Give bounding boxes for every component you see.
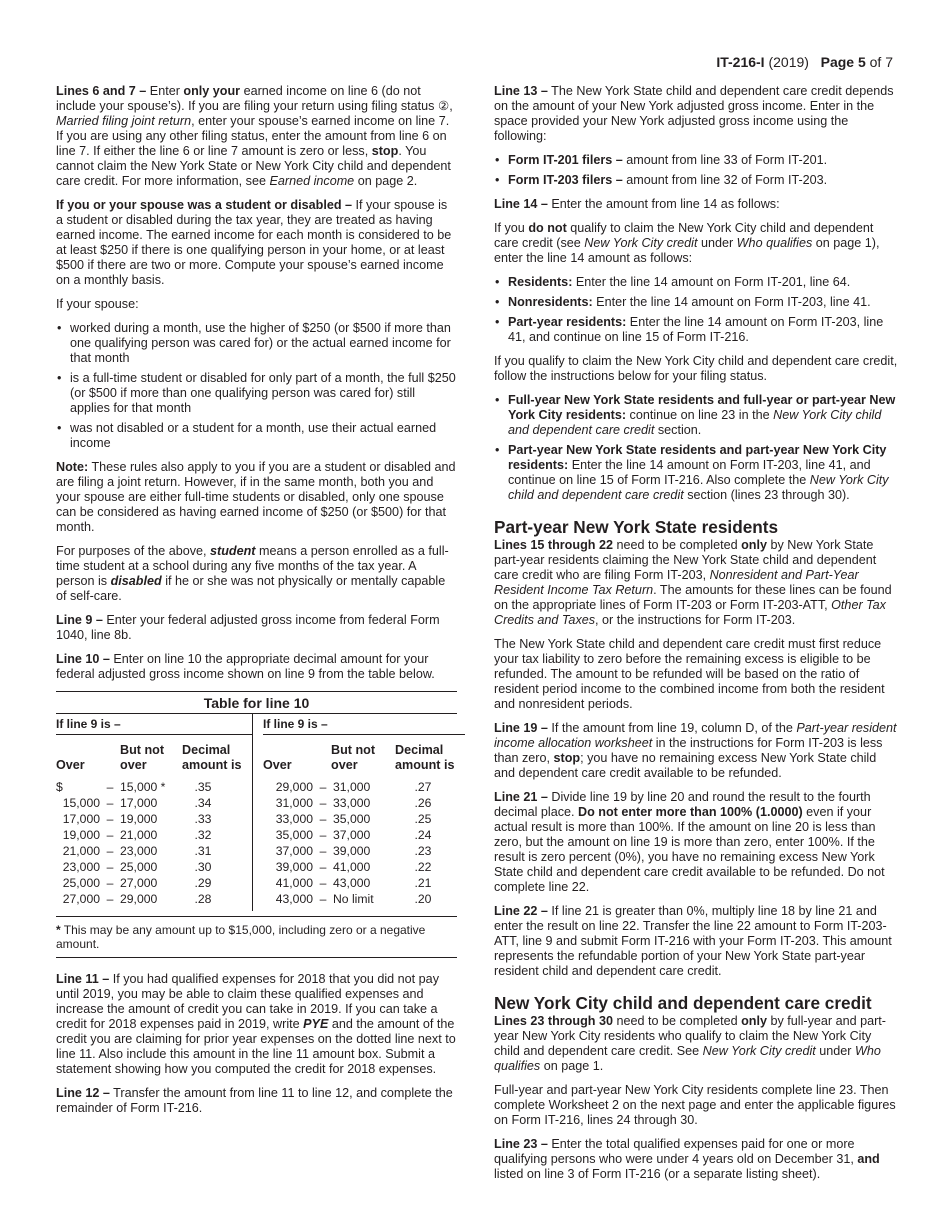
lead: Nonresidents: [508, 295, 593, 309]
page-number: Page 5 [820, 54, 866, 70]
lead: Line 19 – [494, 721, 548, 735]
text: If line 21 is greater than 0%, multiply line 18 by line 21 and enter the result on line 22. Transfer the line 22 amount to Form IT-203-ATT, line 9 and submit Form IT-216 with your Form IT-203. This amount represents the refundable portion of your New York State part-year resident child and dependent care credit. [494, 904, 892, 978]
cell-dash: – [106, 780, 114, 794]
emphasis: stop [553, 751, 581, 765]
cell-but-not-over: 31,000 [333, 780, 371, 794]
text: even if your actual result is more than 100%. If the amount on line 20 is less than zero, but the amount on line 19 is more than zero, enter 100%. If the result is zero percent (0%), you have no remaining excess New York State child and dependent care credit available to be refunded. Do not complete line 22. [494, 805, 885, 894]
list-item [494, 153, 898, 168]
text: under [815, 1044, 856, 1058]
cell-dash: – [106, 828, 114, 842]
table-row [56, 811, 252, 827]
paragraph-line-21 [494, 790, 898, 895]
table-subhead: If line 9 is – [263, 714, 465, 735]
cell-dash: – [106, 860, 114, 874]
text: on page 1), enter the line 14 amount as follows: [494, 236, 880, 265]
italic-term: Nonresident and Part-Year Resident Income Tax Return [494, 568, 859, 597]
cell-dash: – [106, 812, 114, 826]
text: Enter the line 14 amount on Form IT-203, line 41, and continue on line 15 of Form IT-216. Also complete the [508, 458, 871, 487]
column-header-over: Over [263, 758, 292, 772]
cell-over: 37,000 [275, 844, 313, 858]
cell-dash: – [319, 796, 327, 810]
table-column-headers [56, 735, 252, 779]
lead: Part-year New York State residents and part-year New York City residents: [508, 443, 887, 472]
cell-over: 35,000 [275, 828, 313, 842]
cell-dash: – [319, 828, 327, 842]
cell-decimal: .25 [414, 812, 432, 826]
text: These rules also apply to you if you are a student or disabled and are filing a joint return. However, if in the same month, both you and your spouse are either full-time students or disabled, only one spouse can be considered as having earned income of $250 (or $500) for that month. [56, 460, 456, 534]
cell-but-not-over: 37,000 [333, 828, 371, 842]
text: section (lines 23 through 30). [683, 488, 850, 502]
paragraph-line-10 [56, 652, 457, 682]
cell-over: 23,000 [62, 860, 100, 874]
text: on page 2. [354, 174, 418, 188]
left-column [56, 84, 457, 1125]
italic-term: New York City credit [584, 236, 698, 250]
paragraph-full-year-nyc: Full-year and part-year New York City residents complete line 23. Then complete Worksheet 2 on the next page and enter the applicable figures on Form IT-216, lines 24 through 30. [494, 1083, 896, 1127]
list-item: • worked during a month, use the higher of $250 (or $500 if more than one qualifying person was cared for) or the actual earned income for that month [56, 321, 457, 366]
text: ; you have no remaining excess New York State child and dependent care credit available to be refunded. [494, 751, 877, 780]
text: The New York State child and dependent care credit depends on the amount of your New York adjusted gross income. Enter in the space provided your New York adjusted gross income using the following: [494, 84, 894, 143]
lead: If you or your spouse was a student or disabled – [56, 198, 353, 212]
paragraph-line-9 [56, 613, 457, 643]
text: under [697, 236, 737, 250]
text: and the amount of the credit you are claiming for prior year expenses on the dotted line next to line 11. Also include this amount in the line 11 amount box. Submit a statement showing how you computed the credit for 2018 expenses. [56, 1017, 456, 1076]
paragraph-purposes [56, 544, 457, 604]
list-item [494, 173, 898, 188]
cell-but-not-over: 17,000 [120, 796, 158, 810]
text: earned income on line 6 (do not include your spouse’s). If you are filing your return using filing status ②, [56, 84, 453, 113]
paragraph-student-disabled [56, 198, 457, 288]
table-row [56, 875, 252, 891]
emphasis: Do not enter more than 100% (1.0000) [578, 805, 803, 819]
cell-over: 43,000 [275, 892, 313, 906]
emphasis: stop [371, 144, 399, 158]
column-header-decimal: Decimal amount is [182, 743, 242, 772]
cell-but-not-over: 29,000 [120, 892, 158, 906]
cell-dash: – [319, 780, 327, 794]
cell-decimal: .24 [414, 828, 432, 842]
cell-but-not-over: 41,000 [333, 860, 371, 874]
lead: Full-year New York State residents and full-year or part-year New York City residents: [508, 393, 896, 422]
text: by New York State part-year residents claiming the New York State child and dependent care credit who are filing Form IT-203, [494, 538, 877, 582]
text: need to be completed [612, 538, 742, 552]
table-row [263, 859, 465, 875]
cell-dash: – [319, 844, 327, 858]
emphasis: only [741, 538, 767, 552]
text: qualify to claim the New York City child and dependent care credit (see [494, 221, 874, 250]
cell-but-not-over: 33,000 [333, 796, 371, 810]
lead: Form IT-203 filers – [508, 173, 623, 187]
cell-dash: – [319, 860, 327, 874]
text: . The amounts for these lines can be found on the appropriate lines of Form IT-203 or Form IT-203-ATT, [494, 583, 892, 612]
list-item [494, 275, 898, 290]
paragraph-lines-6-7 [56, 84, 457, 189]
table-row [56, 779, 252, 795]
cell-decimal: .33 [194, 812, 212, 826]
text: Transfer the amount from line 11 to line 12, and complete the remainder of Form IT-216. [56, 1086, 453, 1115]
italic-term: Who qualifies [494, 1044, 881, 1073]
cell-over: 31,000 [275, 796, 313, 810]
lead: Form IT-201 filers – [508, 153, 623, 167]
text: If you had qualified expenses for 2018 that you did not pay until 2019, you may be able to claim these qualified expenses and increase the amount of credit you can take in 2019. If you can take a credit for 2018 expenses paid in 2019, write [56, 972, 439, 1031]
cell-but-not-over: No limit [333, 892, 374, 906]
cell-but-not-over: 15,000 * [120, 780, 166, 794]
lead: Line 12 – [56, 1086, 110, 1100]
italic-term: New York City child and dependent care credit [508, 473, 889, 502]
lead: Line 9 – [56, 613, 103, 627]
text: . You cannot claim the New York State or New York City child and dependent care credit. For more information, see [56, 144, 451, 188]
cell-over: 33,000 [275, 812, 313, 826]
cell-over: 17,000 [62, 812, 100, 826]
cell-decimal: .28 [194, 892, 212, 906]
paragraph-line-13 [494, 84, 898, 144]
table-row [263, 811, 465, 827]
text: Enter [146, 84, 184, 98]
lead: Note: [56, 460, 89, 474]
paragraph-line-19 [494, 721, 898, 781]
cell-but-not-over: 19,000 [120, 812, 158, 826]
emphasis: only [741, 1014, 767, 1028]
text: For purposes of the above, [56, 544, 211, 558]
lead: Lines 6 and 7 – [56, 84, 147, 98]
list-item: • is a full-time student or disabled for only part of a month, the full $250 (or $500 if more than one qualifying person was cared for) still applies for that month [56, 371, 457, 416]
cell-over: 41,000 [275, 876, 313, 890]
paragraph-line-23 [494, 1137, 898, 1182]
lead: Lines 23 through 30 [494, 1014, 613, 1028]
cell-dash: – [319, 876, 327, 890]
cell-but-not-over: 27,000 [120, 876, 158, 890]
paragraph-line-11 [56, 972, 457, 1077]
cell-decimal: .34 [194, 796, 212, 810]
table-for-line-10 [56, 691, 457, 958]
paragraph-line-22 [494, 904, 898, 979]
defined-term: disabled [110, 574, 162, 588]
text: need to be completed [612, 1014, 742, 1028]
column-header-but-not-over: But not over [120, 743, 165, 772]
defined-term: student [210, 544, 256, 558]
italic-term: Married filing joint return [56, 114, 192, 128]
italic-term: Other Tax Credits and Taxes [494, 598, 886, 627]
text: If your spouse is a student or disabled during the tax year, they are treated as having earned income. The earned income for each month is considered to be at least $250 if there is one qualifying person in your home, or at least $500 if there are two or more. Compute your spouse’s earned income on a monthly basis. [56, 198, 452, 287]
text: continue on line 23 in the [626, 408, 774, 422]
text: listed on line 3 of Form IT-216 (or a separate listing sheet). [494, 1167, 821, 1181]
paragraph-line-12 [56, 1086, 457, 1116]
lead: Line 13 – [494, 84, 548, 98]
table-row [263, 875, 465, 891]
line-13-bullet-list [494, 153, 898, 188]
cell-decimal: .32 [194, 828, 212, 842]
column-header-over: Over [56, 758, 85, 772]
list-item [494, 393, 898, 438]
cell-over: 21,000 [62, 844, 100, 858]
list-item [494, 315, 898, 345]
cell-decimal: .27 [414, 780, 432, 794]
cell-decimal: .21 [414, 876, 432, 890]
cell-decimal: .29 [194, 876, 212, 890]
filing-status-bullet-list [494, 393, 898, 503]
cell-but-not-over: 25,000 [120, 860, 158, 874]
italic-term: Part-year resident income allocation worksheet [494, 721, 897, 750]
text: by full-year and part-year New York City residents who qualify to claim the New York City child and dependent care credit. See [494, 1014, 886, 1058]
table-row [263, 827, 465, 843]
cell-dash: – [106, 892, 114, 906]
lead: Line 22 – [494, 904, 548, 918]
table-row [263, 891, 465, 907]
paragraph-do-not-qualify [494, 221, 898, 266]
table-column-headers [263, 735, 465, 779]
text: Enter your federal adjusted gross income from federal Form 1040, line 8b. [56, 613, 440, 642]
defined-term: PYE [303, 1017, 329, 1031]
lead: Line 14 – [494, 197, 548, 211]
cell-decimal: .22 [414, 860, 432, 874]
lead: Residents: [508, 275, 573, 289]
paragraph-line-14 [494, 197, 898, 212]
lead: Line 10 – [56, 652, 110, 666]
line-14-bullet-list [494, 275, 898, 345]
text: Enter the amount from line 14 as follows: [547, 197, 780, 211]
lead: Line 21 – [494, 790, 548, 804]
emphasis: only your [183, 84, 241, 98]
italic-term: Who qualifies [736, 236, 813, 250]
lead: Line 23 – [494, 1137, 548, 1151]
text: Enter the line 14 amount on Form IT-203, line 41, and continue on line 15 of Form IT-216. [508, 315, 884, 344]
list-item [494, 295, 898, 310]
table-rows-left [56, 779, 252, 911]
table-title: Table for line 10 [56, 692, 457, 714]
form-number: IT-216-I [716, 54, 765, 70]
cell-decimal: .30 [194, 860, 212, 874]
cell-decimal: .26 [414, 796, 432, 810]
column-header-but-not-over: But not over [331, 743, 376, 772]
cell-over: 39,000 [275, 860, 313, 874]
form-year: (2019) [768, 54, 809, 70]
text: If you [494, 221, 529, 235]
cell-over: 15,000 [62, 796, 100, 810]
cell-decimal: .23 [414, 844, 432, 858]
text: If the amount from line 19, column D, of the [547, 721, 797, 735]
cell-but-not-over: 39,000 [333, 844, 371, 858]
paragraph-reduce-liability: The New York State child and dependent care credit must first reduce your tax liability to zero before the remaining excess is eligible to be refunded. The amount to be refunded will be based on the ratio of resident period income to the combined income from both the resident and nonresident periods. [494, 637, 885, 711]
table-row [56, 891, 252, 907]
emphasis: do not [528, 221, 567, 235]
cell-dash: – [106, 876, 114, 890]
footnote-marker: * [56, 923, 61, 937]
table-subhead: If line 9 is – [56, 714, 252, 735]
cell-over: 19,000 [62, 828, 100, 842]
table-footnote [56, 916, 457, 957]
right-column [494, 84, 898, 1191]
list-item [494, 443, 898, 503]
cell-decimal: .31 [194, 844, 212, 858]
section-heading-nyc-credit: New York City child and dependent care credit [494, 993, 872, 1013]
cell-decimal: .35 [194, 780, 212, 794]
footnote-text: This may be any amount up to $15,000, including zero or a negative amount. [56, 923, 426, 951]
text: , or the instructions for Form IT-203. [595, 613, 796, 627]
italic-term: New York City child and dependent care credit [508, 408, 882, 437]
text: , enter your spouse’s earned income on line 7. If you are using any other filing status, enter the amount from line 6 on line 7. If either the line 6 or line 7 amount is zero or less, [56, 114, 450, 158]
cell-but-not-over: 35,000 [333, 812, 371, 826]
table-row [56, 843, 252, 859]
text: Enter the total qualified expenses paid for one or more qualifying persons who were under 4 years old on December 31, [494, 1137, 858, 1166]
cell-over: 27,000 [62, 892, 100, 906]
paragraph-if-you-qualify: If you qualify to claim the New York City child and dependent care credit, follow the instructions below for your filing status. [494, 354, 898, 383]
column-header-decimal: Decimal amount is [395, 743, 455, 772]
table-right-half [253, 714, 465, 911]
cell-dash: – [319, 812, 327, 826]
cell-but-not-over: 23,000 [120, 844, 158, 858]
cell-over: $ [56, 780, 63, 794]
table-rows-right [263, 779, 465, 911]
table-row [263, 843, 465, 859]
cell-dash: – [106, 796, 114, 810]
paragraph-if-your-spouse: If your spouse: [56, 297, 139, 311]
lead: Lines 15 through 22 [494, 538, 613, 552]
cell-dash: – [319, 892, 327, 906]
text: section. [654, 423, 702, 437]
table-row [56, 795, 252, 811]
text: on page 1. [540, 1059, 604, 1073]
page-total: of 7 [869, 54, 893, 70]
cell-dash: – [106, 844, 114, 858]
emphasis: and [857, 1152, 880, 1166]
text: means a person enrolled as a full-time student at a school during any five months of the tax year. A person is [56, 544, 449, 588]
spouse-bullet-list [56, 321, 457, 451]
text: Enter on line 10 the appropriate decimal amount for your federal adjusted gross income shown on line 9 from the table below. [56, 652, 435, 681]
paragraph-lines-15-22 [494, 538, 898, 628]
section-heading-part-year: Part-year New York State residents [494, 517, 779, 537]
table-row [263, 795, 465, 811]
table-row [56, 827, 252, 843]
lead: Line 11 – [56, 972, 110, 986]
text: Enter the line 14 amount on Form IT-201, line 64. [572, 275, 851, 289]
italic-term: Earned income [269, 174, 355, 188]
lead: Part-year residents: [508, 315, 627, 329]
cell-but-not-over: 43,000 [333, 876, 371, 890]
text: Divide line 19 by line 20 and round the result to the fourth decimal place. [494, 790, 871, 819]
text: amount from line 33 of Form IT-201. [622, 153, 828, 167]
table-row [56, 859, 252, 875]
page-header [716, 54, 893, 70]
table-row [263, 779, 465, 795]
cell-but-not-over: 21,000 [120, 828, 158, 842]
list-item: • was not disabled or a student for a month, use their actual earned income [56, 421, 457, 451]
italic-term: New York City credit [702, 1044, 816, 1058]
paragraph-lines-23-30 [494, 1014, 898, 1074]
paragraph-note [56, 460, 457, 535]
text: amount from line 32 of Form IT-203. [622, 173, 828, 187]
cell-over: 29,000 [275, 780, 313, 794]
text: in the instructions for Form IT-203 is less than zero, [494, 736, 883, 765]
cell-over: 25,000 [62, 876, 100, 890]
text: Enter the line 14 amount on Form IT-203, line 41. [592, 295, 871, 309]
table-left-half [56, 714, 253, 911]
text: if he or she was not physically or mentally capable of self-care. [56, 574, 446, 603]
cell-decimal: .20 [414, 892, 432, 906]
